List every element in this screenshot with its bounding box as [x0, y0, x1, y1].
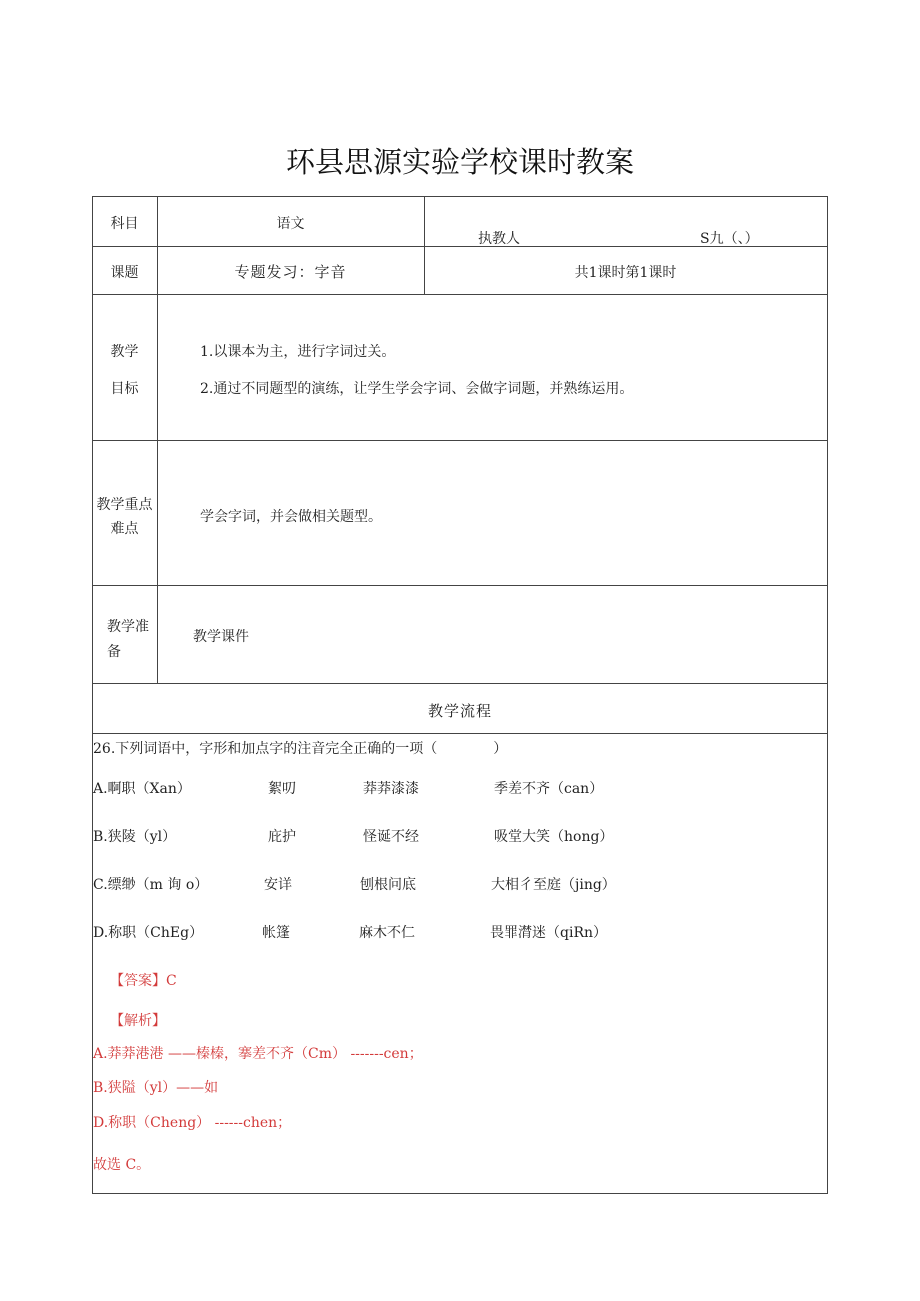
flow-heading: 教学流程: [427, 702, 492, 720]
option-word: 刨根问底: [360, 877, 416, 893]
option-word: B.狭陵（yl）: [93, 829, 177, 845]
option-word: C.缥缈（m 询 o）: [93, 877, 209, 893]
analysis-label: 【解析】: [110, 1013, 166, 1029]
key-label: 难点: [110, 521, 139, 537]
topic-label: 课题: [110, 265, 139, 281]
key-value: 学会字词，并会做相关题型。: [200, 509, 382, 525]
option-word: 怪诞不经: [363, 829, 419, 845]
divider: [92, 585, 828, 586]
divider: [92, 196, 828, 197]
divider: [92, 440, 828, 441]
topic-value: 专题发习：字音: [234, 263, 347, 281]
option-word: 吸堂大笑（hong）: [494, 829, 614, 845]
option-word: 庇护: [268, 829, 296, 845]
option-word: 絮叨: [268, 781, 296, 797]
period-value: 共1课时第1课时: [574, 265, 677, 281]
goal-label: 目标: [110, 381, 139, 397]
divider: [92, 733, 828, 734]
key-label: 教学重点: [96, 497, 153, 513]
option-word: 莽莽漆漆: [363, 781, 419, 797]
goal-item: 2.通过不同题型的演练，让学生学会字词、会做字词题，并熟练运用。: [200, 381, 634, 397]
analysis-line: 故选 C。: [93, 1157, 151, 1173]
subject-value: 语文: [276, 216, 305, 232]
class-value: S九（、）: [700, 231, 759, 247]
divider: [92, 1193, 828, 1194]
teacher-label: 执教人: [478, 231, 520, 247]
prep-label: 教学准: [107, 619, 149, 635]
prep-value: 教学课件: [193, 629, 249, 645]
analysis-line: B.狭隘（yl）——如: [93, 1080, 219, 1096]
option-word: 安详: [264, 877, 292, 893]
option-word: 麻木不仁: [359, 925, 415, 941]
answer: 【答案】C: [110, 973, 177, 989]
goal-label: 教学: [110, 344, 139, 360]
question-stem: 26.下列词语中，字形和加点字的注音完全正确的一项（ ）: [93, 741, 508, 757]
option-word: 帐篷: [262, 925, 290, 941]
subject-label: 科目: [110, 216, 139, 232]
analysis-line: A.莽莽港港 ——榛榛，搴差不齐（Cm） -------cen；: [93, 1046, 423, 1062]
option-word: 畏罪潸迷（qiRn）: [490, 925, 607, 941]
option-word: A.啊职（Xan）: [93, 781, 191, 797]
page-title: 环县思源实验学校课时教案: [285, 145, 634, 179]
goal-item: 1.以课本为主，进行字词过关。: [200, 344, 396, 360]
analysis-line: D.称职（Cheng） ------chen；: [93, 1115, 292, 1131]
option-word: D.称职（ChEg）: [93, 925, 204, 941]
prep-label: 备: [107, 644, 121, 660]
option-word: 季差不齐（can）: [494, 781, 604, 797]
option-word: 大相彳至庭（jing）: [491, 877, 616, 893]
divider: [92, 683, 828, 684]
divider: [92, 294, 828, 295]
divider: [827, 196, 828, 1194]
